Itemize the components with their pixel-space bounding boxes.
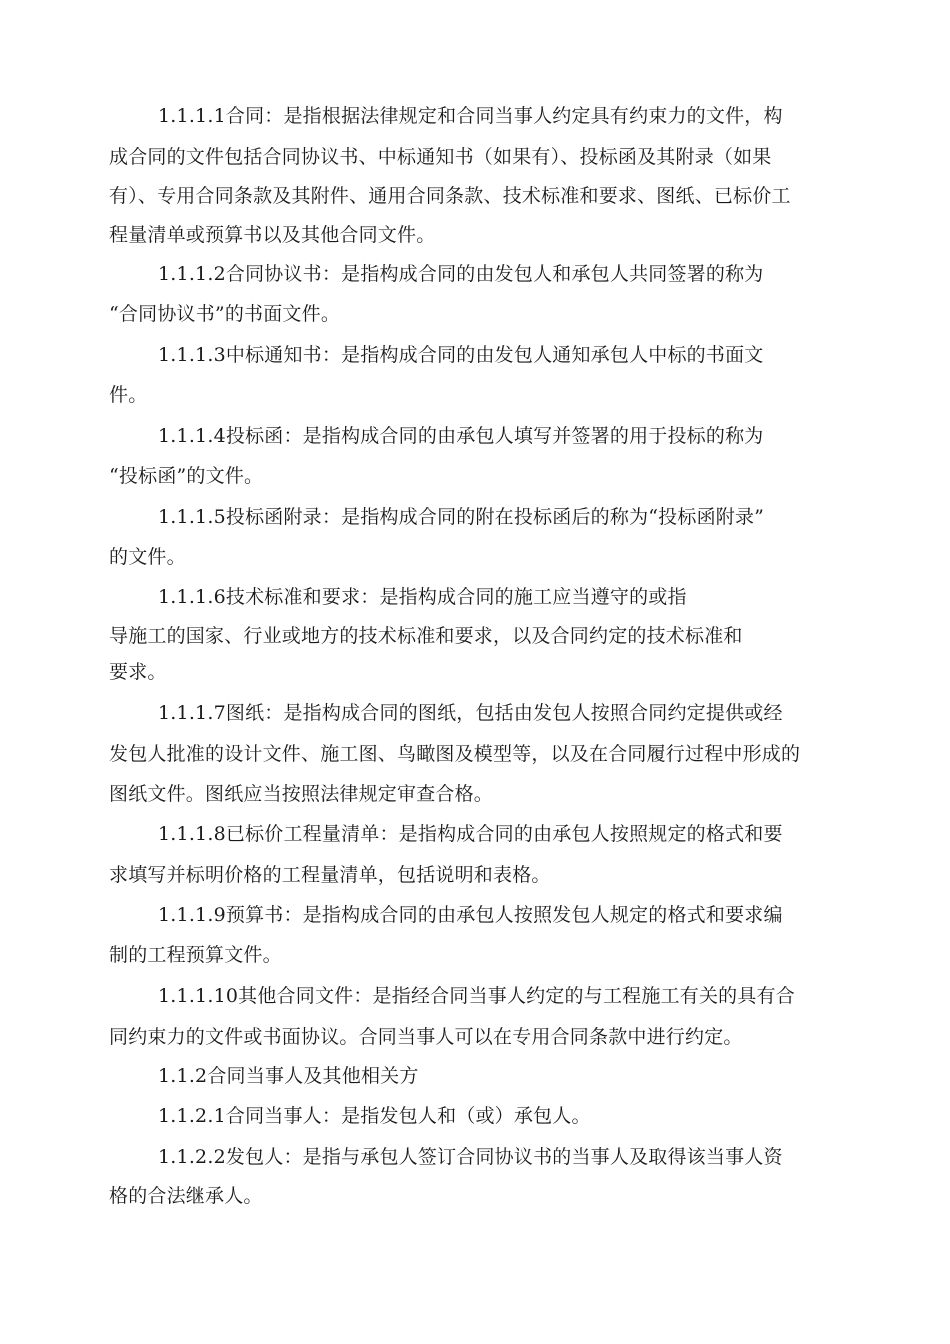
clause-1-1-1-4-line-2: “投标函”的文件。 — [109, 465, 264, 487]
clause-1-1-1-1-line-1: 1.1.1.1合同：是指根据法律规定和合同当事人约定具有约束力的文件，构 — [158, 105, 783, 127]
clause-1-1-1-1-line-4: 程量清单或预算书以及其他合同文件。 — [109, 224, 436, 246]
section-1-1-2-heading: 1.1.2合同当事人及其他相关方 — [158, 1065, 419, 1087]
clause-1-1-1-9-line-1: 1.1.1.9预算书：是指构成合同的由承包人按照发包人规定的格式和要求编 — [158, 904, 783, 926]
clause-1-1-1-2-line-2: “合同协议书”的书面文件。 — [109, 303, 341, 325]
clause-1-1-1-10-line-1: 1.1.1.10其他合同文件：是指经合同当事人约定的与工程施工有关的具有合 — [158, 985, 795, 1007]
clause-1-1-1-3-line-1: 1.1.1.3中标通知书：是指构成合同的由发包人通知承包人中标的书面文 — [158, 344, 764, 366]
clause-1-1-2-1-line-1: 1.1.2.1合同当事人：是指发包人和（或）承包人。 — [158, 1105, 591, 1127]
clause-1-1-1-9-line-2: 制的工程预算文件。 — [109, 944, 282, 966]
clause-1-1-1-2-line-1: 1.1.1.2合同协议书：是指构成合同的由发包人和承包人共同签署的称为 — [158, 263, 764, 285]
clause-1-1-1-3-line-2: 件。 — [109, 384, 148, 406]
clause-1-1-1-4-line-1: 1.1.1.4投标函：是指构成合同的由承包人填写并签署的用于投标的称为 — [158, 425, 764, 447]
clause-1-1-1-8-line-1: 1.1.1.8已标价工程量清单：是指构成合同的由承包人按照规定的格式和要 — [158, 823, 783, 845]
clause-1-1-1-8-line-2: 求填写并标明价格的工程量清单，包括说明和表格。 — [109, 864, 551, 886]
clause-1-1-1-7-line-3: 图纸文件。图纸应当按照法律规定审查合格。 — [109, 783, 494, 805]
clause-1-1-1-1-line-2: 成合同的文件包括合同协议书、中标通知书（如果有）、投标函及其附录（如果 — [109, 146, 772, 168]
clause-1-1-1-10-line-2: 同约束力的文件或书面协议。合同当事人可以在专用合同条款中进行约定。 — [109, 1026, 743, 1048]
clause-1-1-1-5-line-1: 1.1.1.5投标函附录：是指构成合同的附在投标函后的称为“投标函附录” — [158, 506, 765, 528]
clause-1-1-1-6-line-1: 1.1.1.6技术标准和要求：是指构成合同的施工应当遵守的或指 — [158, 586, 687, 608]
clause-1-1-1-6-line-3: 要求。 — [109, 661, 167, 683]
clause-1-1-1-5-line-2: 的文件。 — [109, 546, 186, 568]
clause-1-1-1-1-line-3: 有）、专用合同条款及其附件、通用合同条款、技术标准和要求、图纸、已标价工 — [109, 185, 791, 207]
clause-1-1-2-2-line-1: 1.1.2.2发包人：是指与承包人签订合同协议书的当事人及取得该当事人资 — [158, 1146, 783, 1168]
clause-1-1-1-7-line-2: 发包人批准的设计文件、施工图、鸟瞰图及模型等，以及在合同履行过程中形成的 — [109, 743, 801, 765]
clause-1-1-1-6-line-2: 导施工的国家、行业或地方的技术标准和要求，以及合同约定的技术标准和 — [109, 625, 743, 647]
clause-1-1-2-2-line-2: 格的合法继承人。 — [109, 1185, 263, 1207]
clause-1-1-1-7-line-1: 1.1.1.7图纸：是指构成合同的图纸，包括由发包人按照合同约定提供或经 — [158, 702, 783, 724]
